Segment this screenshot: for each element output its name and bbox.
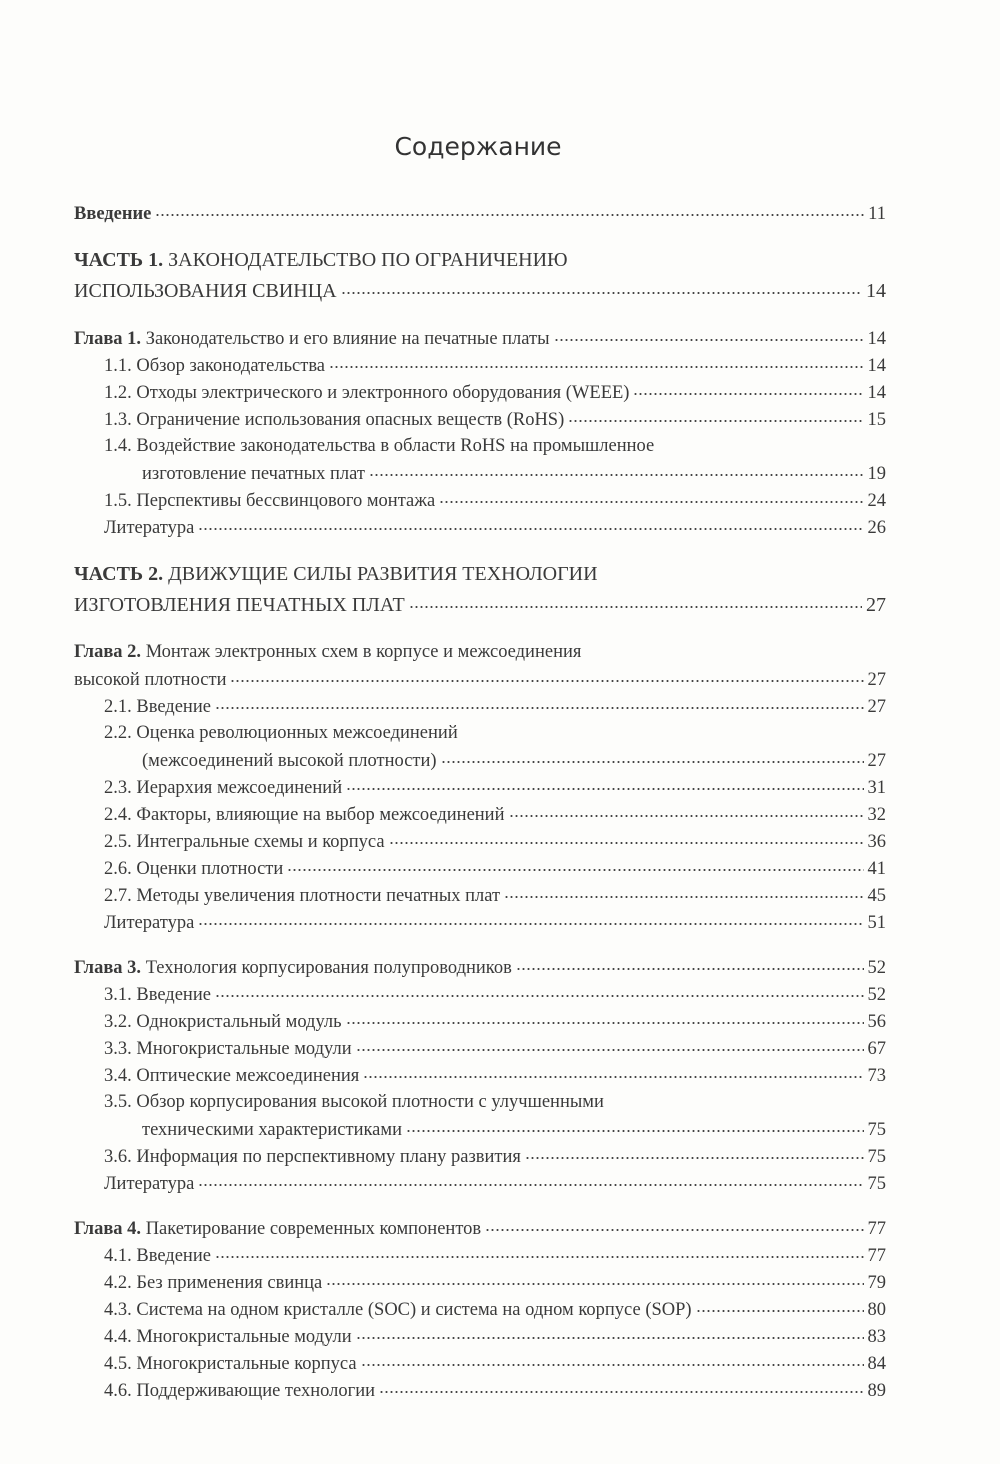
toc-entry-title: 4.5. Многокристальные корпуса — [104, 1353, 357, 1374]
toc-line — [74, 1377, 886, 1404]
toc-line — [74, 487, 886, 514]
toc-page-number: 77 — [867, 1245, 886, 1266]
toc-line — [74, 1062, 886, 1089]
toc-line — [74, 406, 886, 433]
toc-entry-title: изготовление печатных плат — [142, 463, 365, 484]
dot-leader — [356, 1035, 864, 1054]
toc-entry-title: ИСПОЛЬЗОВАНИЯ СВИНЦА — [74, 280, 337, 302]
toc-page-number: 26 — [867, 517, 886, 538]
toc-entry-sec[interactable] — [74, 1008, 886, 1035]
toc-entry-part[interactable] — [74, 559, 886, 621]
page-title: Содержание — [394, 132, 562, 161]
toc-entry-prefix: Глава 1. — [74, 328, 142, 349]
toc-entry-sec[interactable] — [74, 1269, 886, 1296]
dot-leader — [409, 591, 862, 611]
toc-entry-sec[interactable] — [74, 1170, 886, 1197]
toc-line — [74, 433, 886, 460]
toc-page-number: 32 — [867, 804, 886, 825]
toc-line — [74, 774, 886, 801]
toc-line — [74, 325, 886, 352]
dot-leader — [554, 325, 864, 344]
toc-entry-prefix: ЧАСТЬ 2. — [74, 563, 164, 585]
dot-leader — [326, 1269, 863, 1288]
toc-line — [74, 1035, 886, 1062]
toc-line — [74, 1008, 886, 1035]
toc-entry-sec[interactable] — [74, 882, 886, 909]
dot-leader — [346, 1008, 864, 1027]
toc-page-number: 31 — [867, 777, 886, 798]
toc-line — [74, 882, 886, 909]
toc-entry-title: 2.7. Методы увеличения плотности печатных плат — [104, 885, 501, 906]
toc-entry-sec[interactable] — [74, 1062, 886, 1089]
toc-entry-sec[interactable] — [74, 379, 886, 406]
toc-page-number: 45 — [867, 885, 886, 906]
toc-entry-title: Пакетирование современных компонентов — [145, 1218, 482, 1239]
toc-page-number: 83 — [867, 1326, 886, 1347]
toc-entry-title: высокой плотности — [74, 669, 227, 690]
toc-page-number: 67 — [867, 1038, 886, 1059]
dot-leader — [361, 1350, 864, 1369]
toc-line — [74, 1143, 886, 1170]
toc-entry-title: ЗАКОНОДАТЕЛЬСТВО ПО ОГРАНИЧЕНИЮ — [168, 249, 568, 271]
toc-entry-title: 2.5. Интегральные схемы и корпуса — [104, 831, 385, 852]
dot-leader — [509, 801, 864, 820]
toc-entry-title: 1.5. Перспективы бессвинцового монтажа — [104, 490, 436, 511]
toc-page-number: 80 — [867, 1299, 886, 1320]
toc-page-number: 14 — [867, 382, 886, 403]
toc-entry-sec[interactable] — [74, 514, 886, 541]
toc-page-number: 27 — [867, 750, 886, 771]
toc-entry-prefix: Глава 4. — [74, 1218, 142, 1239]
toc-entry-sec[interactable] — [74, 487, 886, 514]
toc-line — [74, 379, 886, 406]
toc-entry-title: Технология корпусирования полупроводников — [145, 957, 512, 978]
dot-leader — [198, 514, 863, 533]
dot-leader — [215, 1242, 864, 1261]
toc-entry-chapter[interactable] — [74, 954, 886, 981]
toc-line — [74, 1296, 886, 1323]
dot-leader — [441, 747, 864, 766]
dot-leader — [369, 460, 864, 479]
dot-leader — [346, 774, 863, 793]
toc-line — [74, 693, 886, 720]
toc-entry-sec[interactable] — [74, 1035, 886, 1062]
toc-page-number: 75 — [867, 1173, 886, 1194]
toc-entry-title: 2.4. Факторы, влияющие на выбор межсоединений — [104, 804, 505, 825]
toc-entry-title: 4.3. Система на одном кристалле (SOC) и система на одном корпусе (SOP) — [104, 1299, 692, 1320]
toc-page-number: 14 — [866, 280, 886, 302]
toc-entry-title: 2.2. Оценка революционных межсоединений — [104, 723, 458, 743]
toc-entry-title: 1.2. Отходы электрического и электронного оборудования (WEEE) — [104, 382, 630, 403]
toc-entry-title: ДВИЖУЩИЕ СИЛЫ РАЗВИТИЯ ТЕХНОЛОГИИ — [168, 563, 598, 585]
toc-entry-sec[interactable] — [74, 352, 886, 379]
toc-entry-sec[interactable] — [74, 981, 886, 1008]
toc-entry-sec[interactable] — [74, 433, 886, 487]
dot-leader — [329, 352, 863, 371]
toc-line — [74, 747, 886, 774]
toc-line — [74, 514, 886, 541]
toc-line — [74, 1323, 886, 1350]
dot-leader — [504, 882, 863, 901]
dot-leader — [198, 1170, 863, 1189]
toc-entry-sec[interactable] — [74, 1350, 886, 1377]
toc-entry-title: 4.6. Поддерживающие технологии — [104, 1380, 376, 1401]
toc-page-number: 15 — [867, 409, 886, 430]
toc-entry-title: 2.6. Оценки плотности — [104, 858, 284, 879]
toc-page-number: 14 — [867, 355, 886, 376]
toc-entry-title: 4.1. Введение — [104, 1245, 211, 1266]
toc-entry-sec[interactable] — [74, 693, 886, 720]
toc-page-number: 41 — [867, 858, 886, 879]
toc-page-number: 27 — [867, 696, 886, 717]
toc-line — [74, 720, 886, 747]
dot-leader — [389, 828, 864, 847]
toc-line — [74, 801, 886, 828]
toc-page-number: 24 — [867, 490, 886, 511]
toc-page-number: 77 — [867, 1218, 886, 1239]
toc-line — [74, 1269, 886, 1296]
toc-entry-sec[interactable] — [74, 1377, 886, 1404]
toc-line — [74, 981, 886, 1008]
toc-entry-prefix: Глава 3. — [74, 957, 142, 978]
dot-leader — [568, 406, 863, 425]
toc-entry-sec[interactable] — [74, 909, 886, 936]
toc-entry-title: Литература — [104, 517, 195, 538]
toc-entry-sec[interactable] — [74, 774, 886, 801]
toc-line — [74, 590, 886, 621]
toc-entry-intro[interactable] — [74, 200, 886, 227]
toc-entry-title: Литература — [104, 1173, 195, 1194]
toc-entry-title: 3.1. Введение — [104, 984, 211, 1005]
toc-entry-title: 3.6. Информация по перспективному плану развития — [104, 1146, 521, 1167]
toc-line — [74, 559, 886, 590]
toc-page-number: 79 — [867, 1272, 886, 1293]
toc-page-number: 75 — [867, 1119, 886, 1140]
toc-line — [74, 1089, 886, 1116]
toc-page-number: 52 — [867, 984, 886, 1005]
toc-entry-title: 1.1. Обзор законодательства — [104, 355, 326, 376]
toc-entry-sec[interactable] — [74, 855, 886, 882]
dot-leader — [230, 666, 863, 685]
dot-leader — [406, 1116, 863, 1135]
toc-entry-title: 1.4. Воздействие законодательства в области RoHS на промышленное — [104, 436, 655, 456]
toc-entry-sec[interactable] — [74, 1323, 886, 1350]
toc-line — [74, 855, 886, 882]
dot-leader — [525, 1143, 864, 1162]
toc-entry-title: 3.3. Многокристальные модули — [104, 1038, 352, 1059]
toc-page-number: 56 — [867, 1011, 886, 1032]
toc-entry-title: Законодательство и его влияние на печатные платы — [145, 328, 550, 349]
dot-leader — [155, 200, 864, 219]
toc-entry-title: 4.4. Многокристальные модули — [104, 1326, 352, 1347]
toc-entry-sec[interactable] — [74, 828, 886, 855]
toc-entry-title: 3.5. Обзор корпусирования высокой плотности с улучшенными — [104, 1092, 604, 1112]
toc-entry-sec[interactable] — [74, 801, 886, 828]
toc-line — [74, 639, 886, 666]
dot-leader — [198, 909, 863, 928]
toc-entry-title: Монтаж электронных схем в корпусе и межсоединения — [145, 642, 582, 662]
dot-leader — [439, 487, 863, 506]
toc-entry-title: техническими характеристиками — [142, 1119, 403, 1140]
toc-entry-title: ИЗГОТОВЛЕНИЯ ПЕЧАТНЫХ ПЛАТ — [74, 594, 405, 616]
toc-entry-title: 2.3. Иерархия межсоединений — [104, 777, 343, 798]
toc-entry-prefix: Введение — [74, 203, 152, 224]
dot-leader — [215, 693, 864, 712]
toc-line — [74, 245, 886, 276]
table-of-contents — [74, 200, 886, 1404]
toc-entry-sec[interactable] — [74, 1089, 886, 1143]
toc-line — [74, 352, 886, 379]
toc-entry-sec[interactable] — [74, 406, 886, 433]
toc-page-number: 51 — [867, 912, 886, 933]
toc-entry-chapter[interactable] — [74, 1215, 886, 1242]
toc-entry-chapter[interactable] — [74, 325, 886, 352]
toc-line — [74, 666, 886, 693]
toc-line — [74, 1215, 886, 1242]
toc-entry-sec[interactable] — [74, 1143, 886, 1170]
toc-entry-sec[interactable] — [74, 1296, 886, 1323]
toc-entry-title: 3.2. Однокристальный модуль — [104, 1011, 342, 1032]
dot-leader — [379, 1377, 863, 1396]
toc-page-number: 14 — [867, 328, 886, 349]
dot-leader — [341, 277, 862, 297]
dot-leader — [356, 1323, 864, 1342]
toc-line — [74, 1350, 886, 1377]
dot-leader — [516, 954, 864, 973]
toc-line — [74, 200, 886, 227]
toc-entry-sec[interactable] — [74, 1242, 886, 1269]
dot-leader — [215, 981, 864, 1000]
toc-entry-part[interactable] — [74, 245, 886, 307]
toc-page-number: 19 — [867, 463, 886, 484]
toc-page-number: 27 — [866, 594, 886, 616]
toc-page-number: 73 — [867, 1065, 886, 1086]
toc-entry-title: (межсоединений высокой плотности) — [142, 750, 437, 771]
dot-leader — [485, 1215, 863, 1234]
toc-page-number: 89 — [867, 1380, 886, 1401]
toc-line — [74, 909, 886, 936]
dot-leader — [696, 1296, 864, 1315]
toc-entry-title: 3.4. Оптические межсоединения — [104, 1065, 360, 1086]
toc-page-number: 27 — [867, 669, 886, 690]
toc-entry-title: 4.2. Без применения свинца — [104, 1272, 323, 1293]
toc-line — [74, 276, 886, 307]
toc-line — [74, 828, 886, 855]
toc-entry-title: 2.1. Введение — [104, 696, 211, 717]
toc-line — [74, 1170, 886, 1197]
toc-page-number: 52 — [867, 957, 886, 978]
toc-entry-prefix: Глава 2. — [74, 642, 142, 662]
toc-page-number: 36 — [867, 831, 886, 852]
dot-leader — [363, 1062, 863, 1081]
dot-leader — [287, 855, 863, 874]
toc-line — [74, 460, 886, 487]
toc-entry-title: Литература — [104, 912, 195, 933]
toc-entry-title: 1.3. Ограничение использования опасных веществ (RoHS) — [104, 409, 565, 430]
toc-entry-sec[interactable] — [74, 720, 886, 774]
toc-page-number: 84 — [867, 1353, 886, 1374]
toc-entry-prefix: ЧАСТЬ 1. — [74, 249, 164, 271]
toc-page-number: 75 — [867, 1146, 886, 1167]
dot-leader — [633, 379, 863, 398]
toc-entry-chapter[interactable] — [74, 639, 886, 693]
toc-line — [74, 1242, 886, 1269]
toc-line — [74, 1116, 886, 1143]
toc-line — [74, 954, 886, 981]
toc-page-number: 11 — [868, 203, 886, 224]
